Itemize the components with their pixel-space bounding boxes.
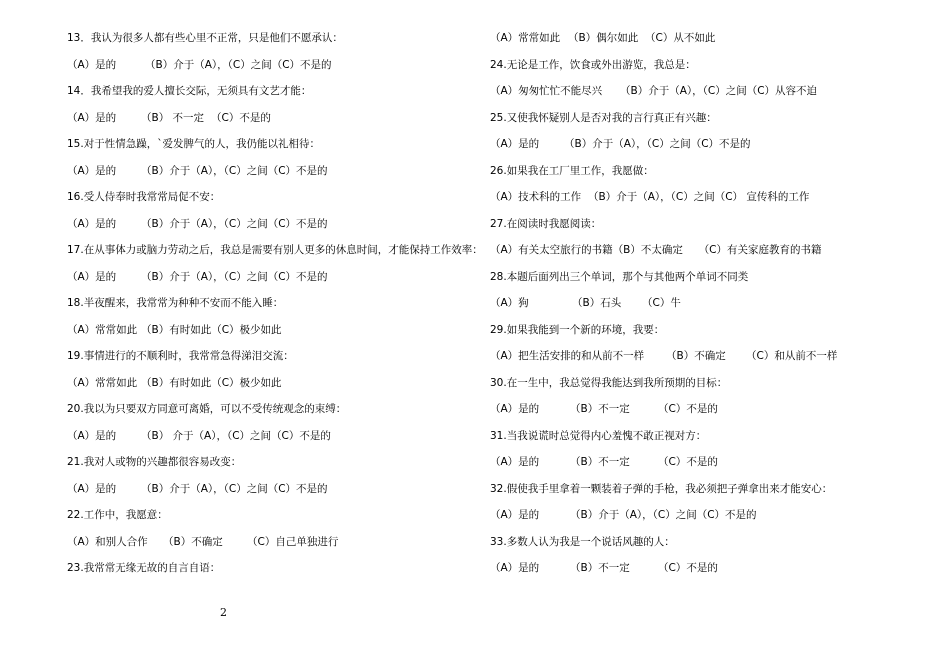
answer-option[interactable]: （B）不确定 — [163, 535, 223, 548]
answer-option[interactable]: （B）有时如此 — [141, 376, 212, 389]
answer-option[interactable]: （C）和从前不一样 — [746, 350, 838, 362]
answer-options — [490, 561, 718, 575]
answer-option[interactable]: （A）是的 — [67, 217, 117, 230]
answer-options — [490, 137, 751, 151]
answer-options — [490, 84, 817, 98]
question-text: 14．我希望我的爱人擅长交际，无须具有文艺才能： — [67, 85, 312, 97]
answer-option[interactable]: （C）不是的 — [696, 509, 757, 521]
answer-options — [490, 243, 822, 257]
question-text: 24.无论是工作，饮食或外出游览，我总是： — [490, 58, 696, 71]
answer-options — [490, 31, 715, 45]
question-text: 33.多数人认为我是一个说话风趣的人： — [490, 535, 675, 548]
answer-option[interactable]: （B）介于（A），（C）之间 — [141, 164, 268, 177]
answer-option[interactable]: （C） 宣传科的工作 — [714, 191, 810, 203]
answer-option[interactable]: （B）偶尔如此 — [568, 32, 639, 44]
answer-option[interactable]: （C）极少如此 — [211, 376, 282, 389]
answer-option[interactable]: （B）不确定 — [666, 350, 726, 362]
answer-option[interactable]: （A）有关太空旅行的书籍 — [490, 244, 613, 256]
answer-option[interactable]: （B）介于（A），（C）之间 — [564, 138, 691, 150]
question-text: 19.事情进行的不顺利时，我常常急得涕泪交流： — [67, 350, 294, 362]
answer-options — [67, 535, 338, 549]
answer-options — [67, 217, 328, 231]
question-text: 27.在阅读时我愿阅读： — [490, 217, 602, 230]
answer-option[interactable]: （B）介于（A），（C）之间 — [588, 191, 715, 203]
answer-options — [67, 270, 328, 284]
answer-options — [67, 429, 331, 443]
answer-option[interactable]: （B）石头 — [572, 297, 622, 309]
answer-option[interactable]: （C）极少如此 — [211, 323, 282, 336]
answer-option[interactable]: （B）介于（A），（C）之间 — [620, 85, 747, 97]
answer-option[interactable]: （C）不是的 — [271, 58, 332, 71]
answer-option[interactable]: （B） 不一定 — [141, 111, 205, 124]
answer-options — [490, 508, 757, 522]
answer-option[interactable]: （A）是的 — [490, 509, 540, 521]
question-text: 22.工作中，我愿意： — [67, 509, 168, 521]
answer-options — [490, 190, 809, 204]
answer-option[interactable]: （C）不是的 — [658, 562, 718, 574]
answer-option[interactable]: （A）狗 — [490, 297, 529, 309]
question-text: 21.我对人或物的兴趣都很容易改变： — [67, 456, 242, 468]
question-text: 20.我以为只要双方同意可离婚，可以不受传统观念的束缚： — [67, 403, 347, 415]
answer-options — [490, 296, 681, 310]
question-text: 32.假使我手里拿着一颗装着子弹的手枪，我必须把子弹拿出来才能安心： — [490, 482, 833, 495]
question-text: 13．我认为很多人都有些心里不正常，只是他们不愿承认： — [67, 32, 343, 44]
answer-option[interactable]: （B）介于（A），（C）之间 — [141, 270, 268, 283]
answer-option[interactable]: （C）不是的 — [271, 429, 331, 442]
question-text: 23.我常常无缘无故的自言自语： — [67, 562, 221, 574]
answer-option[interactable]: （A）常常如此 — [67, 323, 138, 336]
answer-option[interactable]: （B）不一定 — [570, 562, 630, 574]
answer-option[interactable]: （B）介于（A），（C）之间 — [145, 58, 272, 71]
answer-option[interactable]: （A）是的 — [67, 482, 117, 495]
answer-option[interactable]: （A）匆匆忙忙不能尽兴 — [490, 85, 603, 97]
answer-option[interactable]: （A）常常如此 — [490, 32, 561, 44]
answer-option[interactable]: （A）是的 — [67, 58, 117, 71]
answer-option[interactable]: （C）不是的 — [211, 111, 271, 124]
question-text: 31.当我说谎时总觉得内心羞愧不敢正视对方： — [490, 429, 707, 442]
question-text: 28.本题后面列出三个单词，那个与其他两个单词不同类 — [490, 270, 749, 283]
answer-option[interactable]: （B）介于（A），（C）之间 — [570, 509, 697, 521]
question-text: 30.在一生中，我总觉得我能达到我所预期的目标： — [490, 376, 728, 389]
answer-option[interactable]: （B）介于（A），（C）之间 — [141, 482, 268, 495]
answer-option[interactable]: （A）是的 — [490, 456, 540, 468]
answer-options — [67, 323, 282, 337]
page-number: 2 — [220, 606, 227, 619]
answer-option[interactable]: （C）不是的 — [658, 403, 718, 415]
answer-option[interactable]: （B）不一定 — [570, 456, 630, 468]
answer-option[interactable]: （C）牛 — [642, 297, 681, 309]
answer-options — [490, 402, 718, 416]
answer-option[interactable]: （B）不一定 — [570, 403, 630, 415]
answer-option[interactable]: （C）自己单独进行 — [247, 535, 339, 548]
answer-options — [490, 349, 837, 363]
answer-option[interactable]: （B）介于（A），（C）之间 — [141, 217, 268, 230]
question-text: 29.如果我能到一个新的环境，我要： — [490, 323, 665, 336]
answer-option[interactable]: （A）和别人合作 — [67, 535, 148, 548]
answer-option[interactable]: （B）有时如此 — [141, 323, 212, 336]
answer-option[interactable]: （C）不是的 — [658, 456, 718, 468]
answer-option[interactable]: （A）技术科的工作 — [490, 191, 582, 203]
answer-option[interactable]: （C）不是的 — [267, 164, 328, 177]
answer-option[interactable]: （C）从容不迫 — [746, 85, 818, 97]
answer-options — [490, 455, 718, 469]
answer-option[interactable]: （C）不是的 — [267, 482, 328, 495]
answer-options — [67, 164, 328, 178]
question-text: 16.受人侍奉时我常常局促不安： — [67, 191, 221, 203]
answer-options — [67, 482, 328, 496]
answer-option[interactable]: （A）是的 — [490, 403, 540, 415]
question-text: 26.如果我在工厂里工作，我愿做： — [490, 164, 654, 177]
answer-options — [67, 111, 271, 125]
answer-option[interactable]: （A）是的 — [67, 429, 117, 442]
answer-option[interactable]: （B） 介于（A），（C）之间 — [141, 429, 272, 442]
answer-options — [67, 376, 282, 390]
answer-option[interactable]: （C）不是的 — [267, 217, 328, 230]
answer-option[interactable]: （C）从不如此 — [645, 32, 716, 44]
answer-option[interactable]: （A）是的 — [490, 562, 540, 574]
answer-option[interactable]: （C）不是的 — [267, 270, 328, 283]
answer-option[interactable]: （B）不太确定 — [612, 244, 683, 256]
answer-option[interactable]: （C）不是的 — [690, 138, 751, 150]
answer-option[interactable]: （C）有关家庭教育的书籍 — [698, 244, 822, 256]
answer-option[interactable]: （A）常常如此 — [67, 376, 138, 389]
question-text: 25.又使我怀疑别人是否对我的言行真正有兴趣： — [490, 111, 717, 124]
answer-options — [67, 58, 332, 72]
question-text: 18.半夜醒来，我常常为种种不安而不能入睡： — [67, 297, 284, 309]
question-text: 15.对于性情急躁，`爱发脾气的人，我仍能以礼相待： — [67, 138, 320, 150]
question-text: 17.在从事体力或脑力劳动之后，我总是需要有别人更多的休息时间，才能保持工作效率： — [67, 244, 483, 256]
answer-option[interactable]: （A）是的 — [67, 164, 117, 177]
answer-option[interactable]: （A）是的 — [490, 138, 540, 150]
answer-option[interactable]: （A）把生活安排的和从前不一样 — [490, 350, 645, 362]
answer-option[interactable]: （A）是的 — [67, 111, 117, 124]
answer-option[interactable]: （A）是的 — [67, 270, 117, 283]
